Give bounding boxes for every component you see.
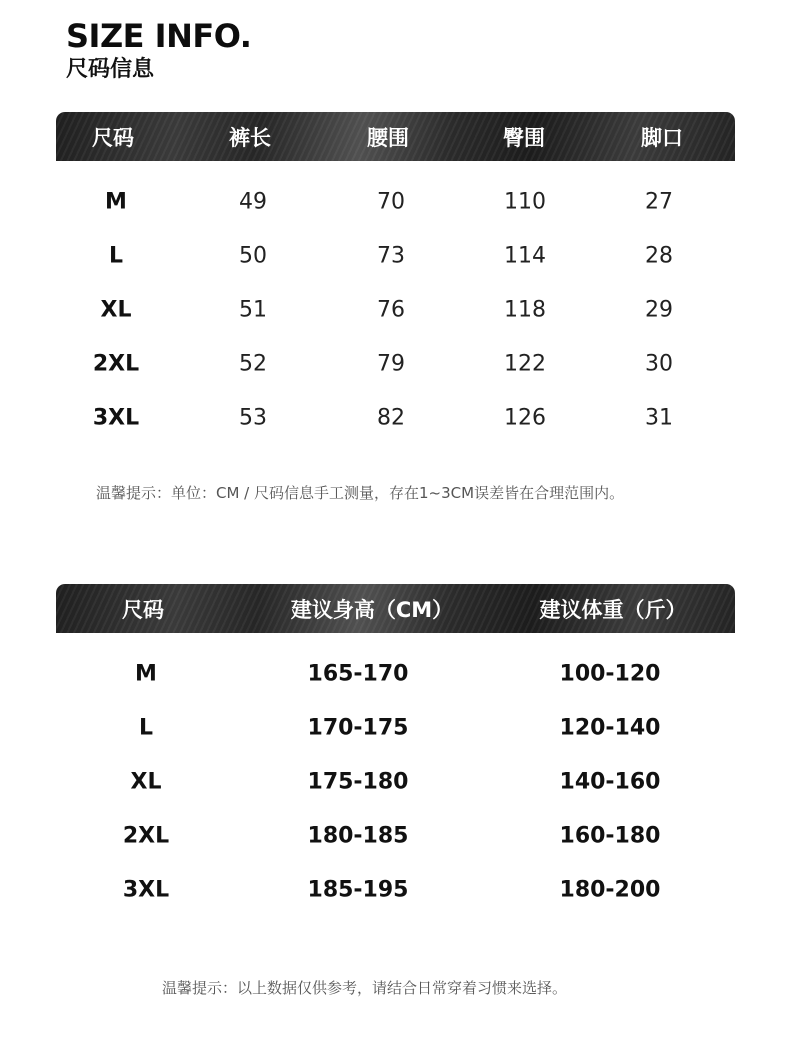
header-waist: 腰围 [367, 125, 409, 150]
cell-height: 165-170 [307, 661, 409, 687]
cell-size: M [105, 189, 127, 215]
cell-leg-opening: 27 [645, 189, 673, 215]
cell-weight: 100-120 [559, 661, 661, 687]
cell-length: 51 [239, 297, 267, 323]
cell-height: 185-195 [307, 877, 409, 903]
cell-weight: 140-160 [559, 769, 661, 795]
cell-waist: 70 [377, 189, 405, 215]
cell-hip: 110 [504, 189, 546, 215]
cell-length: 50 [239, 243, 267, 269]
cell-waist: 79 [377, 351, 405, 377]
cell-leg-opening: 31 [645, 405, 673, 431]
recommendation-note: 温馨提示：以上数据仅供参考，请结合日常穿着习惯来选择。 [162, 979, 568, 997]
cell-hip: 118 [504, 297, 546, 323]
cell-weight: 180-200 [559, 877, 661, 903]
header-size: 尺码 [122, 597, 164, 622]
cell-height: 170-175 [307, 715, 409, 741]
title-english: SIZE INFO. [66, 17, 252, 55]
cell-size: XL [100, 297, 132, 323]
cell-leg-opening: 28 [645, 243, 673, 269]
cell-hip: 114 [504, 243, 546, 269]
cell-length: 52 [239, 351, 267, 377]
cell-hip: 126 [504, 405, 546, 431]
cell-length: 53 [239, 405, 267, 431]
header-length: 裤长 [229, 125, 271, 150]
cell-waist: 82 [377, 405, 405, 431]
header-leg-opening: 脚口 [641, 125, 683, 150]
cell-size: L [138, 715, 154, 741]
cell-weight: 120-140 [559, 715, 661, 741]
header-height: 建议身高（CM） [290, 597, 454, 622]
cell-waist: 73 [377, 243, 405, 269]
header-hip: 臀围 [503, 125, 545, 150]
cell-size: XL [130, 769, 162, 795]
cell-leg-opening: 30 [645, 351, 673, 377]
cell-size: 3XL [92, 405, 140, 431]
header-weight: 建议体重（斤） [539, 597, 687, 622]
measurement-table-header [56, 112, 735, 161]
cell-size: 3XL [122, 877, 170, 903]
cell-height: 175-180 [307, 769, 409, 795]
cell-leg-opening: 29 [645, 297, 673, 323]
measurement-note: 温馨提示：单位：CM / 尺码信息手工测量，存在1~3CM误差皆在合理范围内。 [96, 484, 625, 502]
cell-size: 2XL [92, 351, 140, 377]
cell-weight: 160-180 [559, 823, 661, 849]
recommendation-table-header [56, 584, 735, 633]
cell-hip: 122 [504, 351, 546, 377]
cell-waist: 76 [377, 297, 405, 323]
title-chinese: 尺码信息 [66, 57, 155, 82]
cell-size: M [135, 661, 157, 687]
cell-size: L [108, 243, 124, 269]
cell-size: 2XL [122, 823, 170, 849]
header-size: 尺码 [92, 125, 134, 150]
cell-length: 49 [239, 189, 267, 215]
cell-height: 180-185 [307, 823, 409, 849]
